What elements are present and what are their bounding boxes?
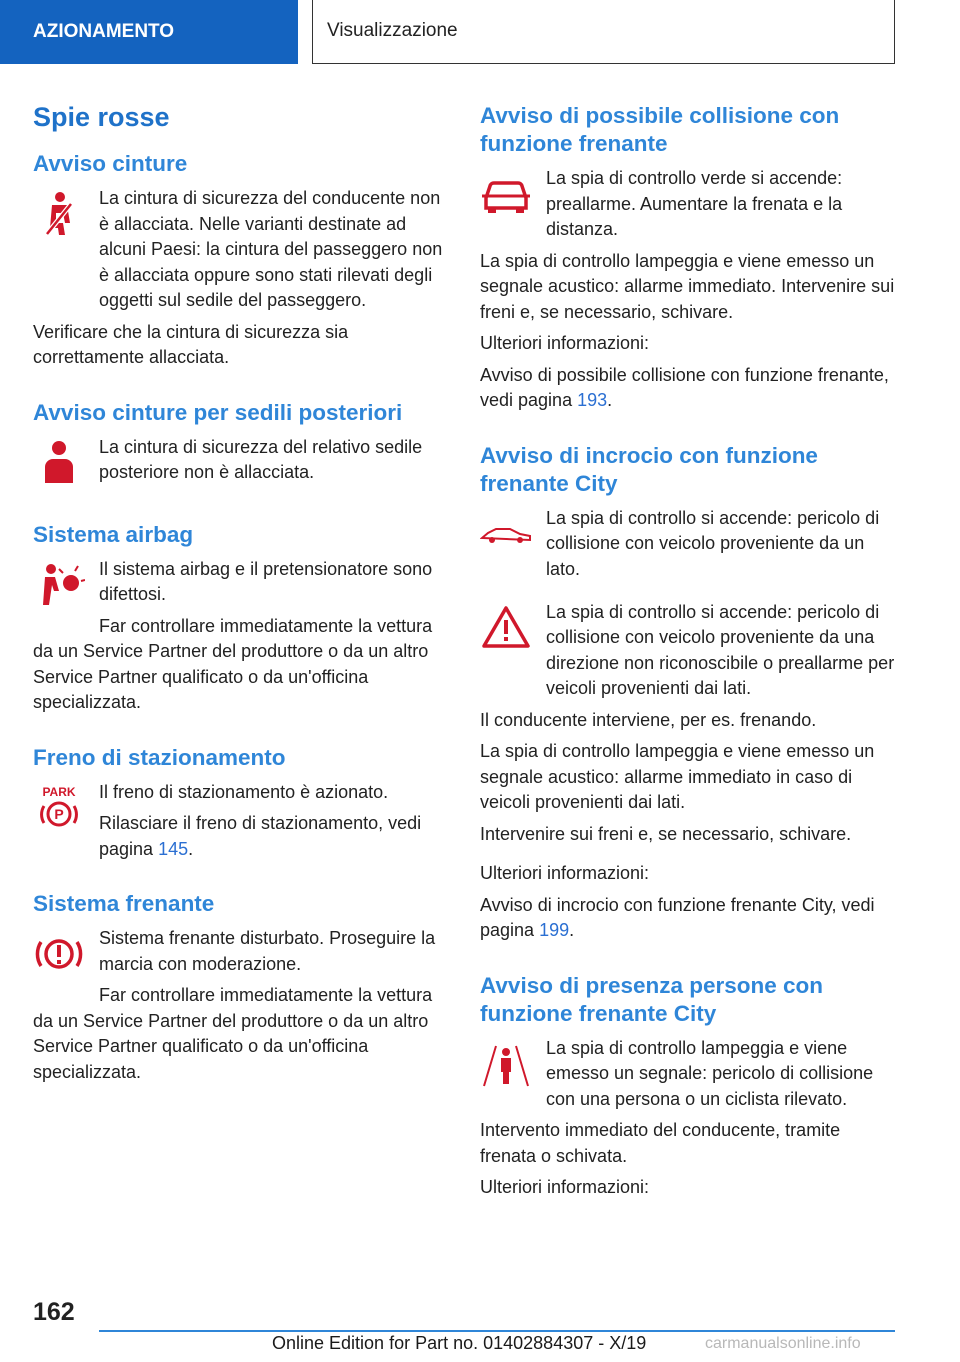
collision-text-2: La spia di controllo lampeggia e viene emesso un segnale acustico: allarme immediato. Intervenire sui freni e, se necessario, schivare. [480, 250, 895, 322]
seatbelt-text-1: La cintura di sicurezza del conducente non è allacciata. Nelle varianti destinate ad alcuni Paesi: la cintura del passeggero non è allacciata oppure sono stati rilevati degli oggetti sul sedile del passeggero. [99, 188, 443, 310]
collision-text-3: Ulteriori informazioni: [480, 333, 650, 353]
person-text-3: Ulteriori informazioni: [480, 1177, 650, 1197]
heading-parking-brake: Freno di stazionamento [33, 744, 286, 770]
heading-person-warning: Avviso di presenza persone con funzione frenante City [480, 972, 824, 1026]
car-side-icon [480, 508, 532, 560]
brake-text-2a: Far controllare immediatamente la vettura da un Service Partner del produttore o da un altro Service Partner qualificato o da un'officina specializzata. [33, 985, 433, 1082]
cross-text-4: La spia di controllo lampeggia e viene emesso un segnale acustico: allarme immediato in caso di veicoli provenienti dai lati. [480, 741, 875, 812]
person-text-1: La spia di controllo lampeggia e viene emesso un segnale: pericolo di collisione con una persona o un ciclista rilevato. [546, 1037, 874, 1109]
cross-text-5: Intervenire sui freni e, se necessario, schivare. [480, 823, 852, 844]
section-parking-brake [33, 744, 451, 863]
page-link-145[interactable]: 145 [158, 838, 189, 859]
park-icon-text: PARK [42, 784, 76, 799]
parking-brake-text-1: Il freno di stazionamento è azionato. [99, 781, 389, 802]
heading-seatbelt: Avviso cinture [33, 151, 188, 176]
person-text-2: Intervento immediato del conducente, tramite frenata o schivata. [480, 1120, 841, 1166]
section-title: Spie rosse [33, 102, 170, 132]
section-brake-system [33, 890, 451, 1085]
section-rear-seatbelt [33, 399, 451, 493]
left-column [33, 100, 451, 1113]
collision-text-4: Avviso di possibile collisione con funzione frenante, vedi pagina 193. [480, 364, 889, 410]
heading-cross-traffic: Avviso di incrocio con funzione frenante City [480, 442, 818, 496]
parking-brake-icon [33, 782, 85, 834]
svg-text:P: P [54, 805, 64, 822]
section-cross-traffic [480, 442, 898, 944]
heading-brake-system: Sistema frenante [33, 891, 215, 916]
airbag-warning-icon [33, 559, 85, 611]
airbag-text-2: Far controllare immediatamente la vettura da un Service Partner del produttore o da un altro Service Partner qualificato o da un'officina specializzata. [33, 615, 433, 712]
airbag-text-1: Il sistema airbag e il pretensionatore sono difettosi. [99, 558, 433, 604]
warning-triangle-icon [480, 602, 532, 654]
watermark: carmanualsonline.info [705, 1335, 861, 1352]
parking-brake-text-2: Rilasciare il freno di stazionamento, vedi pagina 145. [99, 813, 422, 859]
cross-text-3: Il conducente interviene, per es. frenando. [480, 709, 817, 730]
right-column [480, 102, 898, 1229]
section-collision-warning [480, 102, 898, 414]
section-airbag [33, 521, 451, 716]
section-person-warning [480, 972, 898, 1201]
cross-text-1: La spia di controllo si accende: pericolo di collisione con veicolo proveniente da un lato. [546, 507, 880, 579]
rear-seatbelt-text-1: La cintura di sicurezza del relativo sedile posteriore non è allacciata. [99, 436, 423, 482]
page-link-193[interactable]: 193 [577, 390, 608, 410]
section-tab: AZIONAMENTO [0, 0, 298, 64]
cross-text-6: Ulteriori informazioni: [480, 863, 650, 883]
section-seatbelt [33, 150, 451, 371]
seatbelt-text-2: Verificare che la cintura di sicurezza sia correttamente allacciata. [33, 321, 349, 367]
seatbelt-warning-icon [33, 188, 85, 240]
cross-text-2: La spia di controllo si accende: pericolo di collisione con veicolo proveniente da una direzione non riconoscibile o preallarme per veicoli provenienti dai lati. [546, 601, 895, 698]
collision-text-1: La spia di controllo verde si accende: preallarme. Aumentare la frenata e la distanza. [546, 168, 843, 239]
brake-system-warning-icon [33, 928, 85, 980]
footer-rule [99, 1330, 895, 1332]
heading-rear-seatbelt: Avviso cinture per sedili posteriori [33, 399, 403, 425]
page-link-199[interactable]: 199 [539, 920, 570, 940]
page-number: 162 [33, 1298, 75, 1326]
car-front-icon [480, 168, 532, 220]
footer-edition: Online Edition for Part no. 01402884307 - X/19 [272, 1333, 647, 1353]
pedestrian-warning-icon [480, 1038, 532, 1090]
heading-airbag: Sistema airbag [33, 521, 194, 547]
heading-collision-warning: Avviso di possibile collisione con funzione frenante [480, 103, 840, 156]
brake-text-1: Sistema frenante disturbato. Proseguire la marcia con moderazione. [99, 928, 436, 974]
cross-text-7: Avviso di incrocio con funzione frenante City, vedi pagina 199. [480, 894, 875, 940]
page-header-title: Visualizzazione [312, 0, 895, 64]
rear-seat-person-icon [33, 437, 85, 489]
